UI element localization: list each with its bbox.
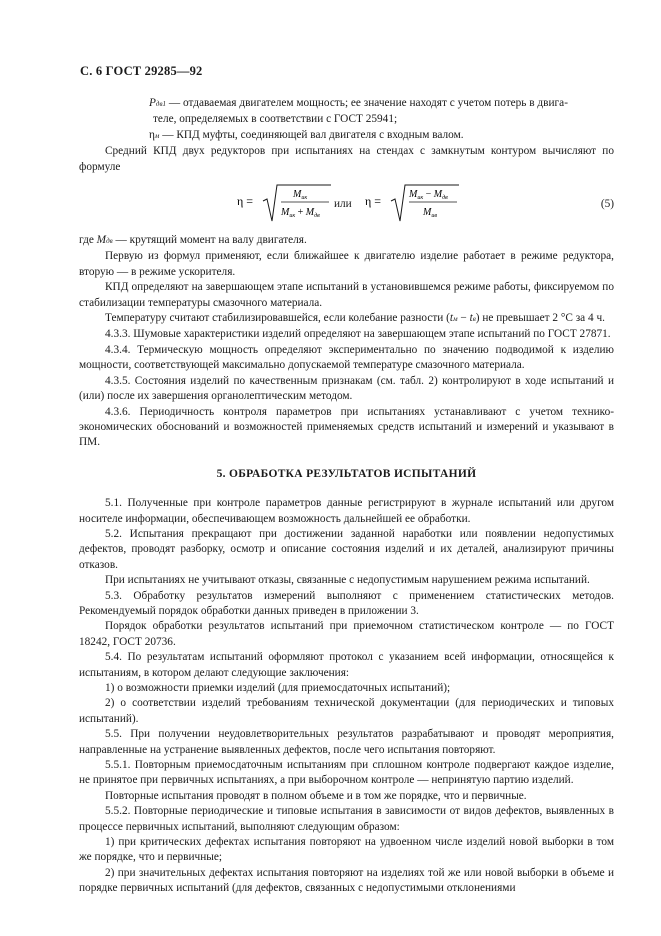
paragraph-5-4: 5.4. По результатам испытаний оформляют протокол с указанием всей информации, относящейся к испытаниям, в котором делают следующие заключения:	[79, 651, 614, 679]
formula-or: или	[334, 198, 352, 211]
formula-intro: Средний КПД двух редукторов при испытаниях на стендах с замкнутым контуром вычисляют по формуле	[79, 145, 614, 173]
paragraph-temperature: Температуру считают стабилизировавшейся, если колебание разности (tм − tв) не превышает 2 °C за 4 ч.	[105, 312, 605, 325]
paragraph-where: где Mдв — крутящий момент на валу двигателя.	[79, 234, 307, 247]
paragraph-5-5-2-item-2: 2) при значительных дефектах испытания повторяют на изделиях той же или новой выборки в объеме и порядке первичных испытаний (для дефектов, связанных с недопустимыми отклонениями	[79, 866, 614, 895]
paragraph-5-4-item-1: 1) о возможности приемки изделий (для приемосдаточных испытаний);	[105, 682, 451, 694]
paragraph-5-5-2: 5.5.2. Повторные периодические и типовые испытания в зависимости от видов дефектов, выявленных в процессе первичных испытаний, выполняют следующим образом:	[79, 805, 614, 833]
paragraph-first-formula: Первую из формул применяют, если ближайшее к двигателю изделие работает в режиме редуктора, вторую — в режиме ускорителя.	[79, 250, 614, 278]
svg-text:η =: η =	[365, 194, 382, 209]
paragraph-4-3-6: 4.3.6. Периодичность контроля параметров при испытаниях устанавливают с учетом технико-экономических обоснований и возможностей применяемых средств испытаний и измерений и указывают в ПМ.	[79, 405, 614, 449]
paragraph-5-5-2-item-1: 1) при критических дефектах испытания повторяют на удвоенном числе изделий новой выборки в том же порядке, что и первичные;	[79, 836, 614, 864]
svg-text:Mик: $M_{ик}$	[293, 189, 308, 202]
svg-text:Mик − Mдв: $M_{ик} - M_{дв}$	[409, 189, 448, 202]
paragraph-4-3-4: 4.3.4. Термическую мощность определяют экспериментально по значению подводимой к изделию мощности, соответствующей максимально допускаемой температуре смазочного материала.	[79, 343, 614, 372]
svg-text:Mив: $M_{ив}$	[423, 207, 437, 220]
svg-text:Mик + Mдв: $M_{ик} + M_{дв}$	[281, 207, 320, 220]
page-content	[79, 96, 614, 897]
paragraph-4-3-5: 4.3.5. Состояния изделий по качественным признакам (см. табл. 2) контролируют в ходе испытаний и (или) после их завершения органолептическим методом.	[79, 374, 614, 403]
definition-eta-coupling: ηм — КПД муфты, соединяющей вал двигателя с входным валом.	[149, 128, 464, 141]
formula-eta-1	[237, 183, 332, 227]
formula-number: (5)	[600, 198, 614, 211]
paragraph-5-2: 5.2. Испытания прекращают при достижении заданной наработки или появлении недопустимых дефектов, проводят разборку, осмотр и описание состояния изделий и их деталей, анализируют причины отказов.	[79, 527, 614, 571]
page-header: С. 6 ГОСТ 29285—92	[80, 64, 203, 78]
section-5-title: 5. ОБРАБОТКА РЕЗУЛЬТАТОВ ИСПЫТАНИЙ	[216, 467, 477, 480]
formula-5	[79, 179, 614, 227]
definition-p-motor-cont: теле, определяемых в соответствии с ГОСТ 25941;	[153, 113, 398, 126]
paragraph-5-2-note: При испытаниях не учитывают отказы, связанные с недопустимым нарушением режима испытаний.	[105, 574, 590, 587]
formula-eta-2	[365, 183, 460, 227]
paragraph-5-5-1-note: Повторные испытания проводят в полном объеме и в том же порядке, что и первичные.	[105, 789, 527, 802]
svg-text:η =: η =	[237, 194, 254, 209]
paragraph-4-3-3: 4.3.3. Шумовые характеристики изделий определяют на завершающем этапе испытаний по ГОСТ 27871.	[105, 328, 611, 341]
paragraph-5-3: 5.3. Обработку результатов измерений выполняют с применением статистических методов. Рекомендуемый порядок обработки данных приведен в приложении 3.	[79, 589, 614, 617]
paragraph-5-4-item-2: 2) о соответствии изделий требованиям технической документации (для периодических и типовых испытаний).	[79, 697, 614, 725]
definition-p-motor: Pдв1 — отдаваемая двигателем мощность; ее значение находят с учетом потерь в двига-	[149, 97, 568, 109]
paragraph-kpd: КПД определяют на завершающем этапе испытаний в установившемся режиме работы, фиксируемом по стабилизации температуры смазочного материала.	[79, 281, 614, 309]
paragraph-5-3-note: Порядок обработки результатов испытаний при приемочном статистическом контроле — по ГОСТ 18242, ГОСТ 20736.	[79, 620, 614, 648]
paragraph-5-5-1: 5.5.1. Повторным приемосдаточным испытаниям при сплошном контроле подвергают каждое изделие, не принятое при первичных испытаниях, а при выборочном контроле — непринятую партию изделий.	[79, 759, 614, 787]
paragraph-5-1: 5.1. Полученные при контроле параметров данные регистрируют в журнале испытаний или другом носителе информации, обеспечивающем возможность дальнейшей ее обработки.	[79, 497, 614, 525]
paragraph-5-5: 5.5. При получении неудовлетворительных результатов разрабатывают и проводят мероприятия, направленные на устранение выявленных дефектов, после чего испытания повторяют.	[79, 728, 614, 756]
